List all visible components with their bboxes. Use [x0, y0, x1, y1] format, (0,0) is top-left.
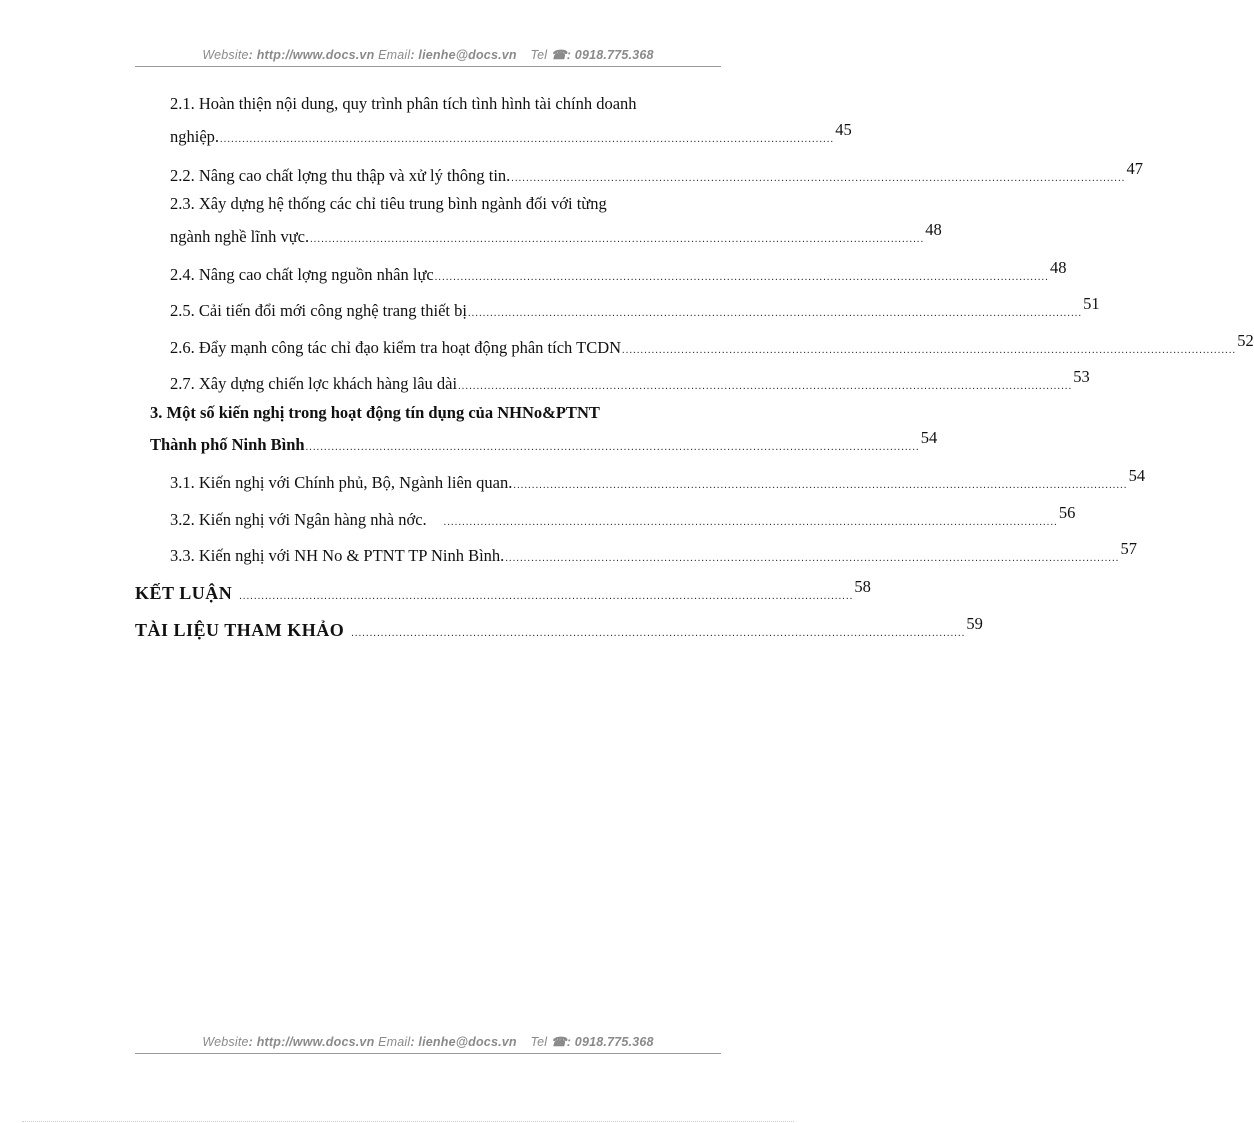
- toc-entry-2-2[interactable]: [170, 159, 1143, 186]
- toc-page-number: 51: [1083, 294, 1100, 313]
- toc-references[interactable]: [135, 614, 983, 641]
- leader-dots: ......................................................................................................................................................................: [239, 591, 854, 602]
- leader-dots: ......................................................................................................................................................................: [511, 173, 1126, 184]
- page-footer: [135, 1034, 721, 1049]
- toc-entry-2-1[interactable]: [170, 120, 852, 147]
- toc-entry-text: ngành nghề lĩnh vực.: [170, 227, 310, 246]
- header-email-link[interactable]: : lienhe@docs.vn: [410, 48, 517, 62]
- toc-page-number: 56: [1058, 503, 1076, 522]
- toc-entry-2-6[interactable]: [170, 331, 1254, 358]
- toc-page-number: 48: [1049, 258, 1067, 277]
- toc-section-3-line1: 3. Một số kiến nghị trong hoạt động tín dụng của NHNo&PTNT: [150, 403, 600, 422]
- toc-entry-text: Thành phố Ninh Bình: [150, 435, 305, 454]
- toc-entry-2-7[interactable]: [170, 367, 1090, 394]
- toc-entry-text: 2.4. Nâng cao chất lợng nguồn nhân lực: [170, 265, 434, 284]
- toc-entry-3-3[interactable]: [170, 539, 1138, 566]
- leader-dots: ......................................................................................................................................................................: [513, 480, 1128, 491]
- header-tel-label: Tel: [530, 48, 548, 62]
- toc-page-number: 59: [966, 614, 983, 633]
- toc-entry-2-4[interactable]: [170, 258, 1067, 285]
- toc-entry-text: 2.2. Nâng cao chất lợng thu thập và xử lý thông tin.: [170, 166, 511, 185]
- footer-website-label: Website: [202, 1035, 249, 1049]
- leader-dots: ......................................................................................................................................................................: [310, 234, 925, 245]
- footer-email-link[interactable]: : lienhe@docs.vn: [410, 1035, 517, 1049]
- page-header: [135, 47, 721, 62]
- leader-dots: ......................................................................................................................................................................: [467, 308, 1083, 319]
- toc-page-number: 45: [835, 120, 852, 139]
- leader-dots: ......................................................................................................................................................................: [434, 272, 1049, 283]
- toc-entry-text: 3.1. Kiến nghị với Chính phủ, Bộ, Ngành liên quan.: [170, 473, 513, 492]
- toc-entry-text: 2.5. Cải tiến đổi mới công nghệ trang thiết bị: [170, 301, 467, 320]
- toc-page-number: 52: [1237, 331, 1254, 350]
- leader-dots: ......................................................................................................................................................................: [505, 553, 1120, 564]
- toc-page-number: 54: [920, 428, 938, 447]
- toc-entry-3-2[interactable]: [170, 503, 1076, 530]
- leader-dots: ......................................................................................................................................................................: [305, 442, 920, 453]
- footer-tel-value: ☎: 0918.775.368: [550, 1035, 654, 1049]
- toc-entry-text: 2.7. Xây dựng chiến lợc khách hàng lâu dài: [170, 374, 458, 393]
- toc-entry-2-5[interactable]: [170, 294, 1100, 321]
- leader-dots: ......................................................................................................................................................................: [443, 517, 1058, 528]
- page-bottom-border: [22, 1121, 794, 1122]
- toc-entry-2-3-line1: 2.3. Xây dựng hệ thống các chỉ tiêu trung bình ngành đối với từng: [170, 194, 607, 213]
- toc-page-number: 58: [854, 577, 871, 596]
- footer-rule: [135, 1053, 721, 1054]
- toc-entry-2-1-line1: 2.1. Hoàn thiện nội dung, quy trình phân tích tình hình tài chính doanh: [170, 94, 637, 113]
- toc-entry-text: KẾT LUẬN: [135, 583, 233, 603]
- header-website-label: Website: [202, 48, 249, 62]
- leader-dots: ......................................................................................................................................................................: [351, 628, 966, 639]
- toc-entry-text: 3.2. Kiến nghị với Ngân hàng nhà nớc.: [170, 510, 427, 529]
- toc-page-number: 54: [1128, 466, 1146, 485]
- toc-page-number: 48: [925, 220, 942, 239]
- footer-tel-label: Tel: [530, 1035, 548, 1049]
- leader-dots: ......................................................................................................................................................................: [220, 134, 835, 145]
- toc-entry-text: TÀI LIỆU THAM KHẢO: [135, 620, 345, 640]
- toc-entry-text: 3.3. Kiến nghị với NH No & PTNT TP Ninh Bình.: [170, 546, 505, 565]
- toc-entry-3-1[interactable]: [170, 466, 1146, 493]
- toc-page-number: 57: [1120, 539, 1138, 558]
- toc-entry-text: 2.6. Đẩy mạnh công tác chỉ đạo kiểm tra hoạt động phân tích TCDN: [170, 338, 622, 357]
- header-email-label: Email: [378, 48, 411, 62]
- toc-page-number: 53: [1073, 367, 1090, 386]
- toc-entry-text: nghiệp.: [170, 127, 220, 146]
- toc-conclusion[interactable]: [135, 577, 871, 604]
- leader-dots: ......................................................................................................................................................................: [458, 381, 1073, 392]
- toc-section-3[interactable]: [150, 428, 938, 455]
- header-rule: [135, 66, 721, 67]
- toc-page-number: 47: [1126, 159, 1143, 178]
- footer-website-link[interactable]: : http://www.docs.vn: [248, 1035, 375, 1049]
- header-tel-value: ☎: 0918.775.368: [550, 48, 654, 62]
- footer-email-label: Email: [378, 1035, 411, 1049]
- leader-dots: ......................................................................................................................................................................: [622, 345, 1237, 356]
- header-website-link[interactable]: : http://www.docs.vn: [248, 48, 375, 62]
- toc-entry-2-3[interactable]: [170, 220, 942, 247]
